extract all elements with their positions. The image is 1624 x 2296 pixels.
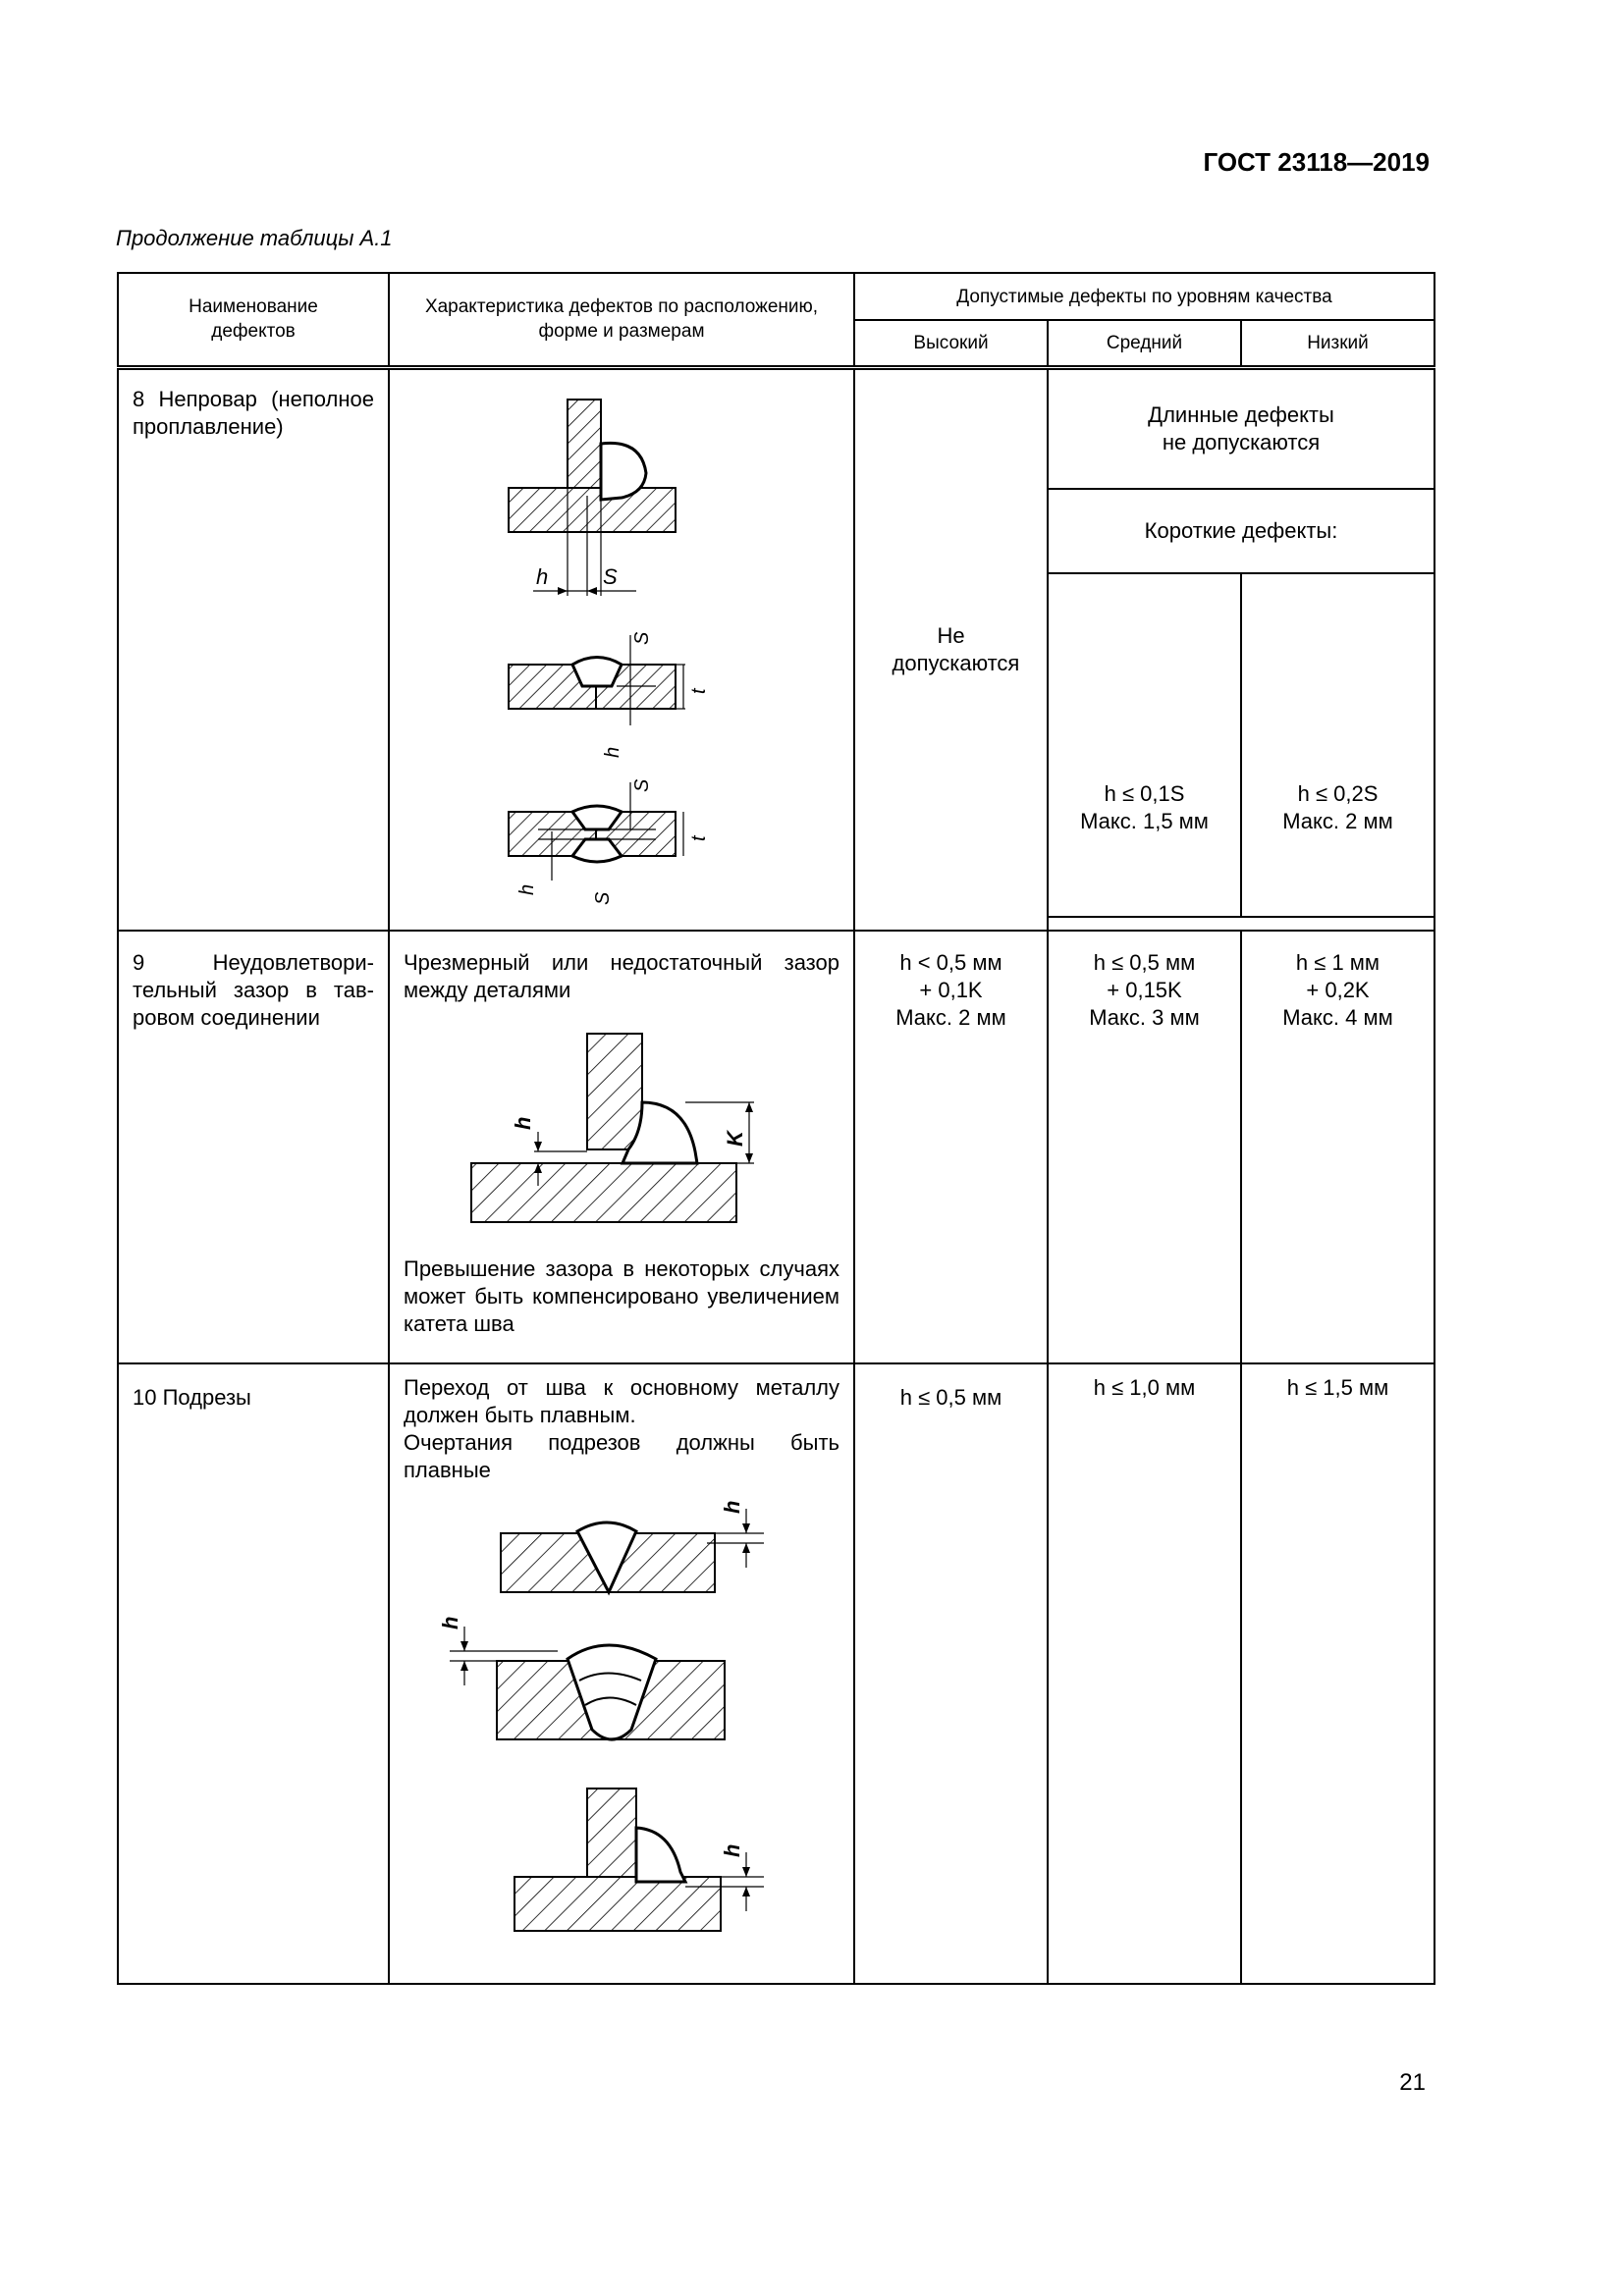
label-h: h — [438, 1616, 462, 1629]
header-characteristic: Характеристика дефектов по расположению, форме и размерам — [389, 273, 854, 367]
row9-high-line3: Макс. 2 мм — [895, 1004, 1006, 1030]
row9-desc-top: Чрезмерный или недостаточный зазор между деталями — [404, 949, 839, 1002]
label-s: S — [631, 631, 653, 645]
defect-name-9: 9 Неудовлетворительный зазор в тавровом соединении — [118, 931, 389, 1363]
label-t: t — [688, 834, 710, 841]
row9-medium-line2: + 0,15K — [1107, 977, 1182, 1002]
lack-of-fusion-figure — [391, 370, 852, 930]
row9-high-line2: + 0,1K — [919, 977, 983, 1002]
fig-cell-8 — [389, 367, 854, 931]
label-h: h — [511, 1116, 535, 1130]
row8-medium-line1: h ≤ 0,1S — [1104, 781, 1185, 807]
row10-medium: h ≤ 1,0 мм — [1048, 1363, 1241, 1984]
row9-high — [854, 931, 1048, 1363]
row9-desc-bottom: Превышение зазора в некоторых случаях может быть компенсировано увеличением катета шва — [404, 1255, 839, 1336]
label-s: S — [631, 778, 653, 792]
header-level-high: Высокий — [854, 320, 1048, 367]
header-level-low: Низкий — [1241, 320, 1435, 367]
label-t: t — [688, 687, 710, 694]
row8-medium-line2: Макс. 1,5 мм — [1080, 809, 1209, 834]
row9-low — [1241, 931, 1435, 1363]
label-s: S — [592, 891, 614, 905]
defect-name-8: 8 Непровар (неполное проплавление) — [118, 367, 389, 931]
standard-number: ГОСТ 23118—2019 — [1203, 147, 1430, 177]
row9-medium-line1: h ≤ 0,5 мм — [1093, 949, 1196, 975]
label-k: K — [723, 1130, 747, 1147]
fig-cell-10 — [389, 1363, 854, 1984]
row8-medium — [1048, 573, 1241, 917]
row9-low-line3: Макс. 4 мм — [1282, 1004, 1393, 1030]
row8-long-defects — [1048, 367, 1435, 489]
row10-high: h ≤ 0,5 мм — [854, 1363, 1048, 1984]
label-h: h — [602, 746, 623, 758]
defects-table — [117, 272, 1435, 1985]
fig-cell-9 — [389, 931, 854, 1363]
row9-high-line1: h < 0,5 мм — [899, 949, 1002, 975]
page-number: 21 — [1399, 2069, 1426, 2096]
label-h: h — [516, 883, 538, 895]
defect-name-10: 10 Подрезы — [118, 1363, 389, 1984]
table-caption: Продолжение таблицы А.1 — [116, 226, 393, 250]
label-s: S — [603, 563, 618, 589]
row10-low: h ≤ 1,5 мм — [1241, 1363, 1435, 1984]
row9-medium-line3: Макс. 3 мм — [1089, 1004, 1200, 1030]
row8-low-line1: h ≤ 0,2S — [1297, 781, 1379, 807]
tee-gap-figure — [391, 1004, 852, 1250]
table-row — [118, 931, 1435, 1363]
row8-low — [1241, 573, 1435, 917]
row10-desc-1: Переход от шва к основному металлу должен быть плавным. — [404, 1374, 839, 1427]
long-defects-text: Длинные дефекты не допускаются — [1148, 401, 1334, 454]
row8-short-defects: Короткие дефекты: — [1048, 489, 1435, 573]
row8-high — [854, 367, 1048, 931]
row9-low-line1: h ≤ 1 мм — [1295, 949, 1380, 975]
label-h: h — [536, 563, 549, 589]
row8-low-line2: Макс. 2 мм — [1282, 809, 1393, 834]
table-row — [118, 1363, 1435, 1984]
row10-desc-2: Очертания подрезов должны быть плавные — [404, 1429, 839, 1482]
header-quality-levels: Допустимые дефекты по уровням качества — [854, 273, 1435, 320]
label-h: h — [720, 1843, 744, 1857]
row8-high-text: Не допускаются — [892, 622, 1020, 675]
header-level-medium: Средний — [1048, 320, 1241, 367]
row9-medium — [1048, 931, 1241, 1363]
header-name: Наименование дефектов — [118, 273, 389, 367]
undercut-figure — [391, 1484, 852, 1955]
label-h: h — [720, 1500, 744, 1514]
row9-low-line2: + 0,2K — [1306, 977, 1370, 1002]
table-row — [118, 367, 1435, 489]
